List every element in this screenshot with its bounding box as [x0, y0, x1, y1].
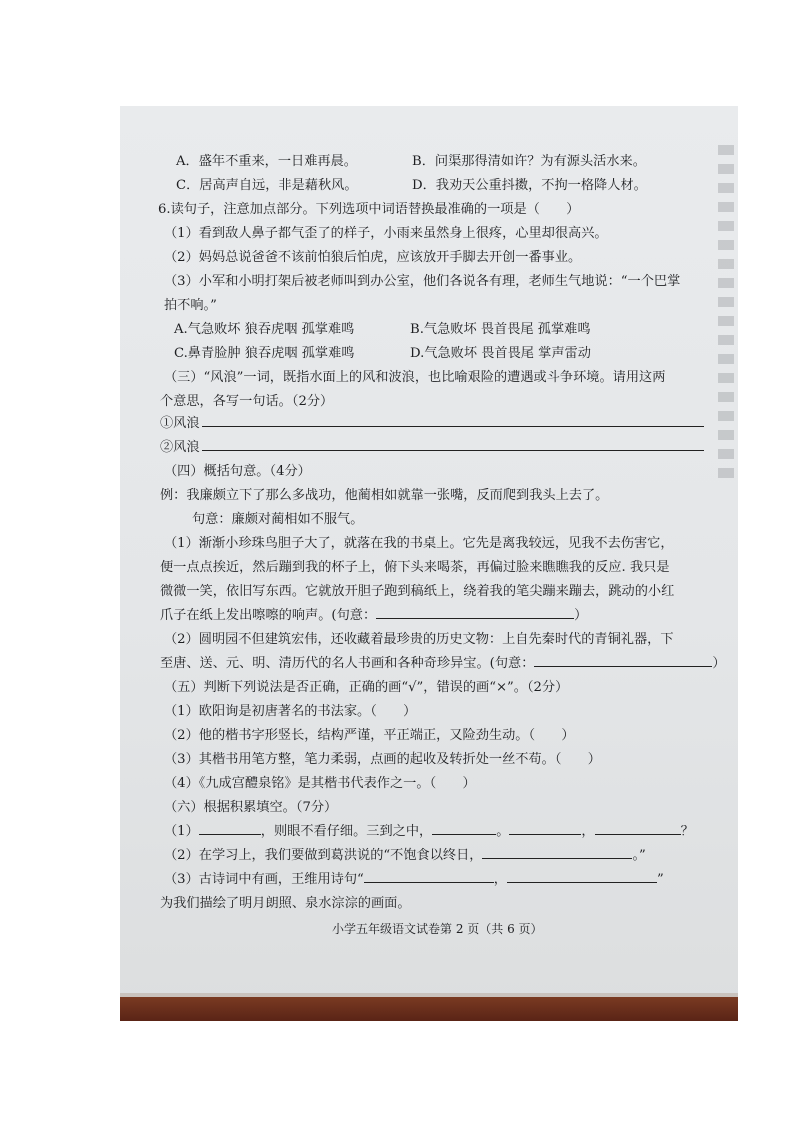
answer-line-2[interactable]	[202, 450, 704, 451]
fill-blank-2[interactable]	[432, 822, 496, 835]
sec6-line3: （3）古诗词中有画，王维用诗句“ ， ”	[164, 872, 664, 887]
sec4-p1-line1: （1）渐渐小珍珠鸟胆子大了，就落在我的书桌上。它先是离我较远，见我不去伤害它，	[164, 536, 674, 551]
answer-line-1[interactable]	[202, 426, 704, 427]
page-footer: 小学五年级语文试卷第 2 页（共 6 页）	[332, 922, 543, 936]
fill-blank-3[interactable]	[509, 822, 581, 835]
sec5-statement-1: （1）欧阳询是初唐著名的书法家。（ ）	[164, 704, 417, 719]
q6-option-a: A.气急败坏 狼吞虎咽 孤掌难鸣	[174, 322, 355, 337]
sec5-title: （五）判断下列说法是否正确，正确的画“√”，错误的画“×”。（2分）	[164, 680, 569, 695]
sec5-statement-2: （2）他的楷书字形竖长，结构严谨，平正端正，又险劲生动。（ ）	[164, 728, 575, 743]
fill-blank-1[interactable]	[199, 822, 261, 835]
sec4-p1-line2: 便一点点挨近，然后蹦到我的杯子上，俯下头来喝茶，再偏过脸来瞧瞧我的反应. 我只是	[160, 560, 670, 575]
option-b: B．问渠那得清如许？为有源头活水来。	[412, 154, 646, 169]
fill-blank-5[interactable]	[482, 846, 632, 859]
q6-sentence-3a: （3）小军和小明打架后被老师叫到办公室，他们各说各有理，老师生气地说：“一个巴掌	[164, 274, 681, 289]
sec4-p1-line4: 爪子在纸上发出嚓嚓的响声。(句意： ）	[160, 608, 588, 623]
table-edge	[120, 997, 738, 1021]
q6-option-d: D.气急败坏 畏首畏尾 掌声雷动	[410, 346, 591, 361]
sec4-p2-line1: （2）圆明园不但建筑宏伟，还收藏着最珍贵的历史文物：上自先秦时代的青铜礼器，下	[164, 632, 674, 647]
fill-blank-4[interactable]	[595, 822, 681, 835]
summary-blank-2[interactable]	[534, 654, 712, 667]
sec6-line1: （1） ，则眼不看仔细。三到之中， 。 ， ？	[164, 824, 694, 839]
option-a: A．盛年不重来，一日难再晨。	[176, 154, 357, 169]
sec6-line2: （2）在学习上，我们要做到葛洪说的“不饱食以终日， 。”	[164, 848, 646, 863]
option-d: D．我劝天公重抖擞，不拘一格降人材。	[412, 178, 647, 193]
summary-blank-1[interactable]	[376, 606, 574, 619]
q6-option-b: B.气急败坏 畏首畏尾 孤掌难鸣	[410, 322, 591, 337]
sec4-example-meaning: 句意：廉颇对蔺相如不服气。	[192, 512, 364, 527]
fill-blank-6[interactable]	[364, 870, 494, 883]
sec5-statement-4: （4）《九成宫醴泉铭》是其楷书代表作之一。（ ）	[164, 776, 476, 791]
sec3-item1: ①风浪	[160, 416, 200, 431]
sec4-title: （四）概括句意。（4分）	[164, 464, 311, 479]
sec5-statement-3: （3）其楷书用笔方整，笔力柔弱，点画的起收及转折处一丝不苟。（ ）	[164, 752, 601, 767]
sec3-line2: 个意思，各写一句话。（2分）	[160, 394, 334, 409]
q6-sentence-2: （2）妈妈总说爸爸不该前怕狼后怕虎，应该放开手脚去开创一番事业。	[164, 250, 582, 265]
sec3-item2: ②风浪	[160, 440, 200, 455]
sec4-p2-line2: 至唐、送、元、明、清历代的名人书画和各种奇珍异宝。(句意： ）	[160, 656, 726, 671]
sec6-title: （六）根据积累填空。（7分）	[164, 800, 338, 815]
bleed-through-text	[718, 136, 738, 496]
sec4-example: 例：我廉颇立下了那么多战功，他蔺相如就靠一张嘴，反而爬到我头上去了。	[160, 488, 609, 503]
sec4-p1-line3: 微微一笑，依旧写东西。它就放开胆子跑到稿纸上，绕着我的笔尖蹦来蹦去，跳动的小红	[160, 584, 675, 599]
q6-option-c: C.鼻青脸肿 狼吞虎咽 孤掌难鸣	[174, 346, 355, 361]
option-c: C．居高声自远，非是藉秋风。	[176, 178, 358, 193]
sec6-line4: 为我们描绘了明月朗照、泉水淙淙的画面。	[160, 896, 411, 911]
fill-blank-7[interactable]	[507, 870, 657, 883]
q6-sentence-1: （1）看到敌人鼻子都气歪了的样子，小雨来虽然身上很疼，心里却很高兴。	[164, 226, 608, 241]
q6-title: 6.读句子，注意加点部分。下列选项中词语替换最准确的一项是（ ）	[158, 202, 580, 217]
exam-photo	[120, 106, 738, 1021]
q6-sentence-3b: 拍不响。”	[164, 298, 217, 313]
sec3-line1: （三）“风浪”一词，既指水面上的风和波浪，也比喻艰险的遭遇或斗争环境。请用这两	[164, 370, 666, 385]
